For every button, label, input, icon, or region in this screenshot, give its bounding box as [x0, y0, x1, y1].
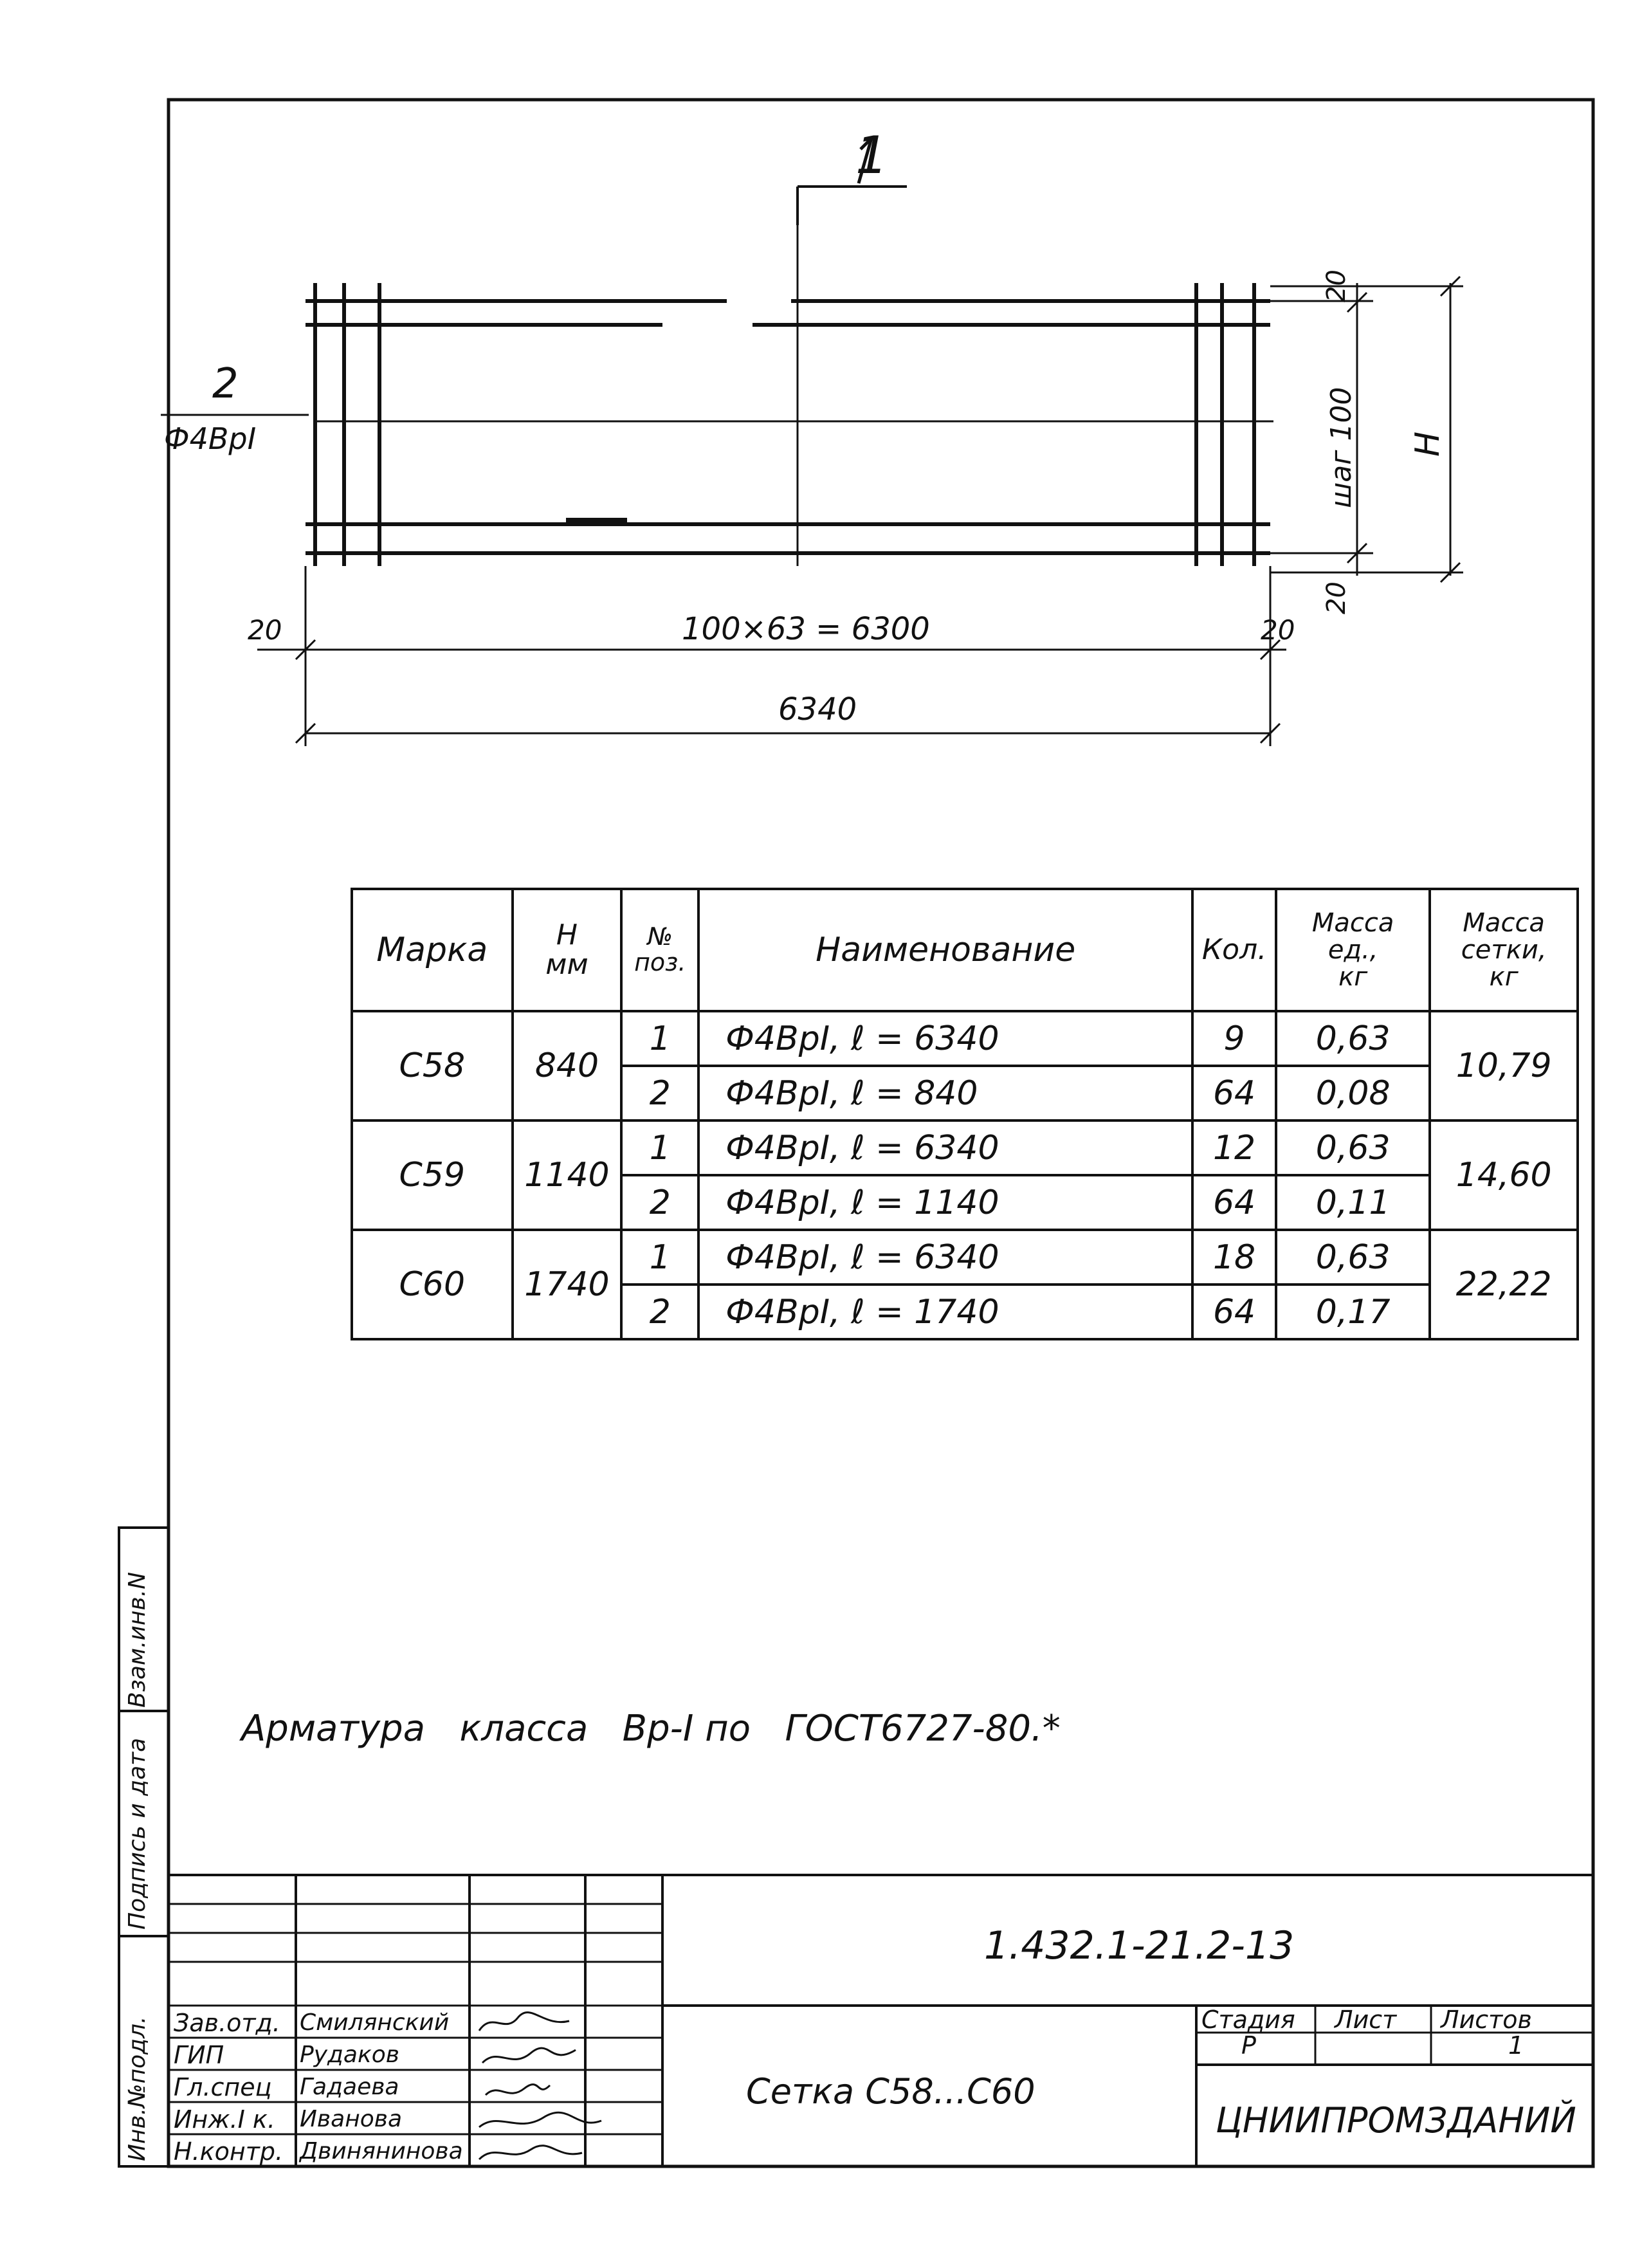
cell-name: Ф4ВрI, ℓ = 1140	[698, 1175, 1192, 1230]
cell-mass: 0,63	[1276, 1120, 1430, 1175]
person-name: Двинянинова	[300, 2138, 463, 2164]
cell-name: Ф4ВрI, ℓ = 6340	[698, 1011, 1192, 1066]
signature-scribble	[479, 2146, 582, 2159]
cell-mesh-mass: 14,60	[1430, 1120, 1578, 1230]
side-replace-inv: Взам.инв.N	[124, 1571, 151, 1708]
header-mark: Марка	[352, 889, 513, 1011]
signature-scribble	[482, 2048, 576, 2063]
org-name: ЦНИИПРОМЗДАНИЙ	[1216, 2100, 1576, 2141]
signatures	[473, 2008, 659, 2165]
cell-pos: 2	[621, 1175, 698, 1230]
cell-mass: 0,11	[1276, 1175, 1430, 1230]
cell-mass: 0,63	[1276, 1011, 1430, 1066]
cell-mark: С59	[352, 1120, 513, 1230]
sheets-value: 1	[1508, 2031, 1524, 2060]
dim-height: Н	[1409, 431, 1447, 457]
cell-qty: 18	[1192, 1230, 1276, 1285]
cell-name: Ф4ВрI, ℓ = 6340	[698, 1230, 1192, 1285]
person-name: Смилянский	[300, 2009, 450, 2036]
callout-bar-spec: Ф4ВрI	[164, 421, 257, 456]
header-h: Н мм	[513, 889, 622, 1011]
cell-mass: 0,17	[1276, 1285, 1430, 1339]
header-mesh-mass: Масса сетки, кг	[1430, 889, 1578, 1011]
dim-total: 6340	[778, 691, 857, 727]
dim-top-offset: 20	[1322, 270, 1351, 302]
names-column	[300, 2007, 463, 2168]
dim-bottom-offset: 20	[1322, 581, 1351, 614]
header-pos: № поз.	[621, 889, 698, 1011]
cell-pos: 1	[621, 1230, 698, 1285]
cell-qty: 64	[1192, 1285, 1276, 1339]
signature-scribble	[479, 2112, 601, 2127]
role-label: Гл.спец	[174, 2073, 272, 2101]
cell-name: Ф4ВрI, ℓ = 6340	[698, 1120, 1192, 1175]
cell-qty: 64	[1192, 1175, 1276, 1230]
cell-mass: 0,08	[1276, 1066, 1430, 1120]
header-qty: Кол.	[1192, 889, 1276, 1011]
cell-pos: 1	[621, 1120, 698, 1175]
dim-span: 100×63 = 6300	[682, 611, 930, 647]
cell-qty: 9	[1192, 1011, 1276, 1066]
side-sign-date: Подпись и дата	[124, 1737, 151, 1930]
role-label: ГИП	[174, 2041, 224, 2069]
signature-scribble	[486, 2085, 550, 2095]
cell-h: 840	[513, 1011, 622, 1120]
signature-scribble	[479, 2013, 569, 2031]
person-name: Иванова	[300, 2106, 403, 2132]
dim-step: шаг 100	[1325, 387, 1358, 508]
cell-name: Ф4ВрI, ℓ = 840	[698, 1066, 1192, 1120]
doc-code: 1.432.1-21.2-13	[984, 1923, 1295, 1968]
cell-mark: С58	[352, 1011, 513, 1120]
callout-position: 2	[212, 360, 239, 408]
dim-right-offset: 20	[1261, 614, 1295, 646]
side-inv-orig: Инв.№подл.	[124, 2016, 151, 2161]
stage-value: Р	[1241, 2031, 1256, 2060]
section-label: 1	[855, 125, 888, 185]
person-name: Рудаков	[300, 2042, 399, 2068]
role-label: Н.контр.	[174, 2137, 284, 2166]
reinforcement-note: Арматура класса Вр-I по ГОСТ6727-80.*	[241, 1708, 1061, 1750]
cell-mass: 0,63	[1276, 1230, 1430, 1285]
doc-title: Сетка С58...С60	[746, 2071, 1035, 2112]
cell-h: 1740	[513, 1230, 622, 1339]
header-unit-mass: Масса ед., кг	[1276, 889, 1430, 1011]
cell-pos: 1	[621, 1011, 698, 1066]
cell-pos: 2	[621, 1285, 698, 1339]
cell-name: Ф4ВрI, ℓ = 1740	[698, 1285, 1192, 1339]
cell-qty: 12	[1192, 1120, 1276, 1175]
header-name: Наименование	[698, 889, 1192, 1011]
cell-mark: С60	[352, 1230, 513, 1339]
dim-left-offset: 20	[248, 614, 282, 646]
role-label: Зав.отд.	[174, 2009, 280, 2037]
cell-qty: 64	[1192, 1066, 1276, 1120]
person-name: Гадаева	[300, 2074, 399, 2100]
cell-mesh-mass: 10,79	[1430, 1011, 1578, 1120]
sheets-label: Листов	[1441, 2006, 1532, 2034]
role-label: Инж.I к.	[174, 2105, 275, 2134]
cell-h: 1140	[513, 1120, 622, 1230]
roles-column	[174, 2007, 283, 2168]
stage-label: Стадия	[1201, 2006, 1295, 2034]
cell-mesh-mass: 22,22	[1430, 1230, 1578, 1339]
sheet-label: Лист	[1335, 2006, 1397, 2034]
cell-pos: 2	[621, 1066, 698, 1120]
